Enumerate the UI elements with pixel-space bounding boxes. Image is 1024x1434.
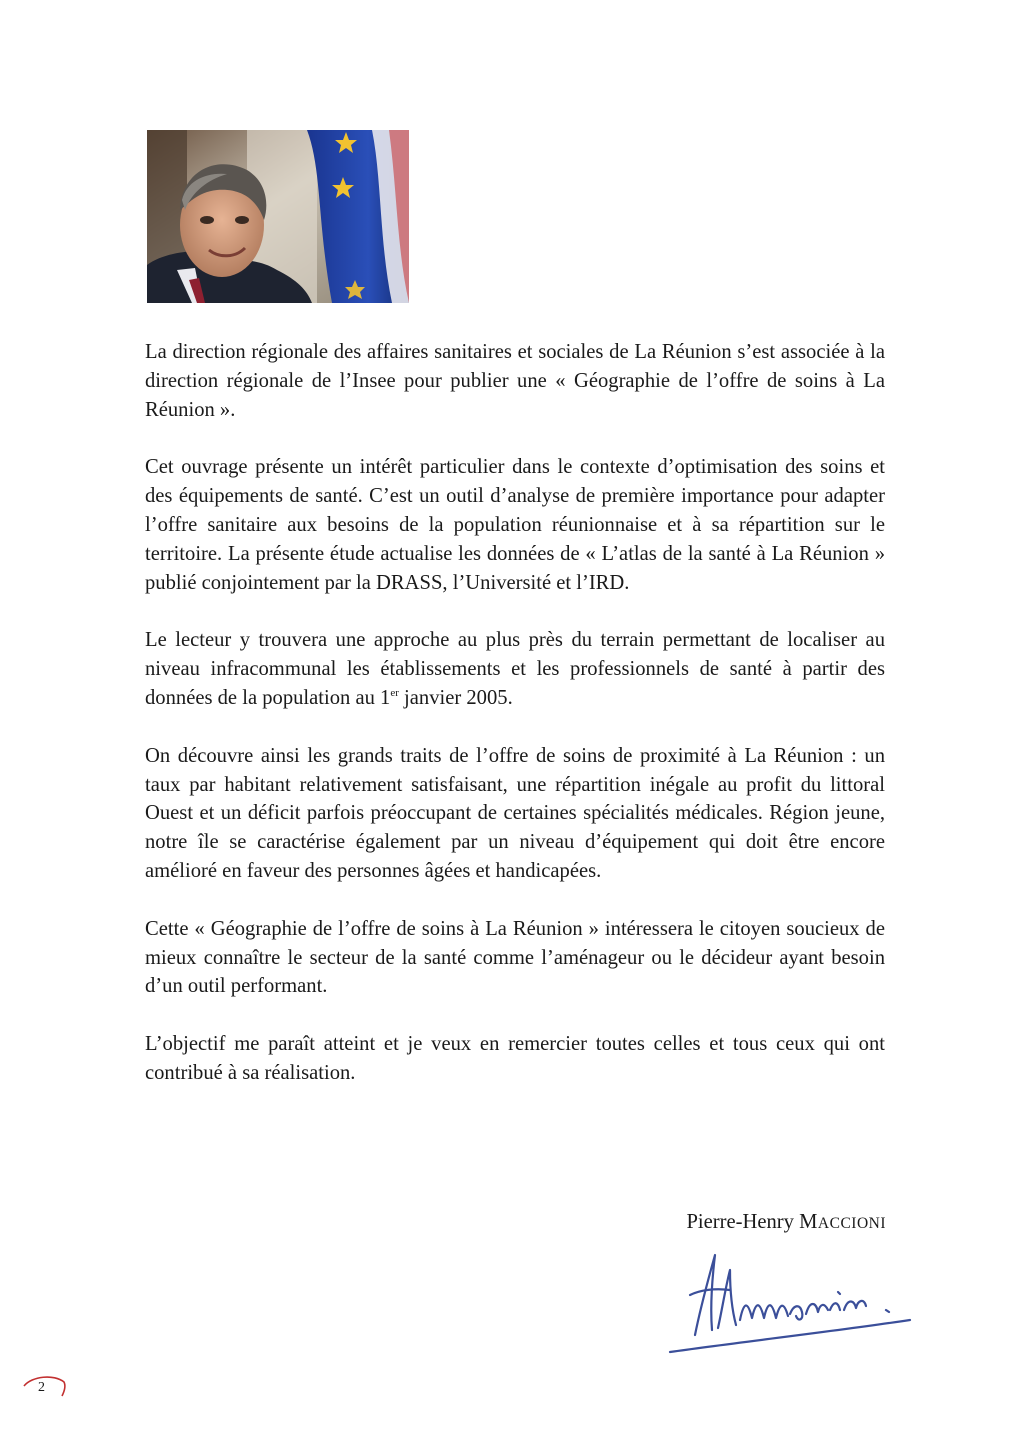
signatory-last-name: MACCIONI (799, 1211, 886, 1233)
page-corner-icon (22, 1372, 70, 1402)
portrait-illustration (147, 130, 409, 303)
signatory-first-name: Pierre-Henry (686, 1211, 794, 1233)
paragraph-3-before: Le lecteur y trouvera une approche au plus près du terrain permettant de localiser au niveau infracommunal les établissements et les professionnels de santé à partir des données de la population au 1 (145, 629, 885, 709)
paragraph-3 (145, 626, 885, 712)
paragraph-4: On découvre ainsi les grands traits de l’offre de soins de proximité à La Réunion : un taux par habitant relativement satisfaisant, une répartition inégale au profit du littoral Ouest et un déficit parfois préoccupant de certaines spécialités médicales. Région jeune, notre île se caractérise également par un niveau d’équipement qui doit être encore amélioré en faveur des personnes âgées et handicapées. (145, 744, 885, 882)
ordinal-superscript: er (390, 687, 399, 700)
page-number: 2 (38, 1380, 45, 1395)
paragraph-6: L’objectif me paraît atteint et je veux en remercier toutes celles et tous ceux qui ont contribué à sa réalisation. (145, 1033, 885, 1084)
signatory-name (600, 1208, 886, 1238)
signature-icon (660, 1240, 920, 1360)
paragraph-2: Cet ouvrage présente un intérêt particulier dans le contexte d’optimisation des soins et des équipements de santé. C’est un outil d’analyse de première importance pour adapter l’offre sanitaire aux besoins de la population réunionnaise et à sa répartition sur le territoire. La présente étude actualise les données de « L’atlas de la santé à La Réunion » publié conjointement par la DRASS, l’Université et l’IRD. (145, 456, 885, 594)
portrait-photo (147, 130, 409, 303)
paragraph-3-after: janvier 2005. (398, 686, 513, 709)
foreword-text (145, 338, 885, 1117)
handwritten-signature (660, 1240, 920, 1360)
paragraph-1: La direction régionale des affaires sanitaires et sociales de La Réunion s’est associée à la direction régionale de l’Insee pour publier une « Géographie de l’offre de soins à La Réunion ». (145, 341, 885, 421)
paragraph-5: Cette « Géographie de l’offre de soins à La Réunion » intéressera le citoyen soucieux de mieux connaître le secteur de la santé comme l’aménageur ou le décideur ayant besoin d’un outil performant. (145, 917, 885, 998)
page-number-marker (22, 1372, 70, 1402)
